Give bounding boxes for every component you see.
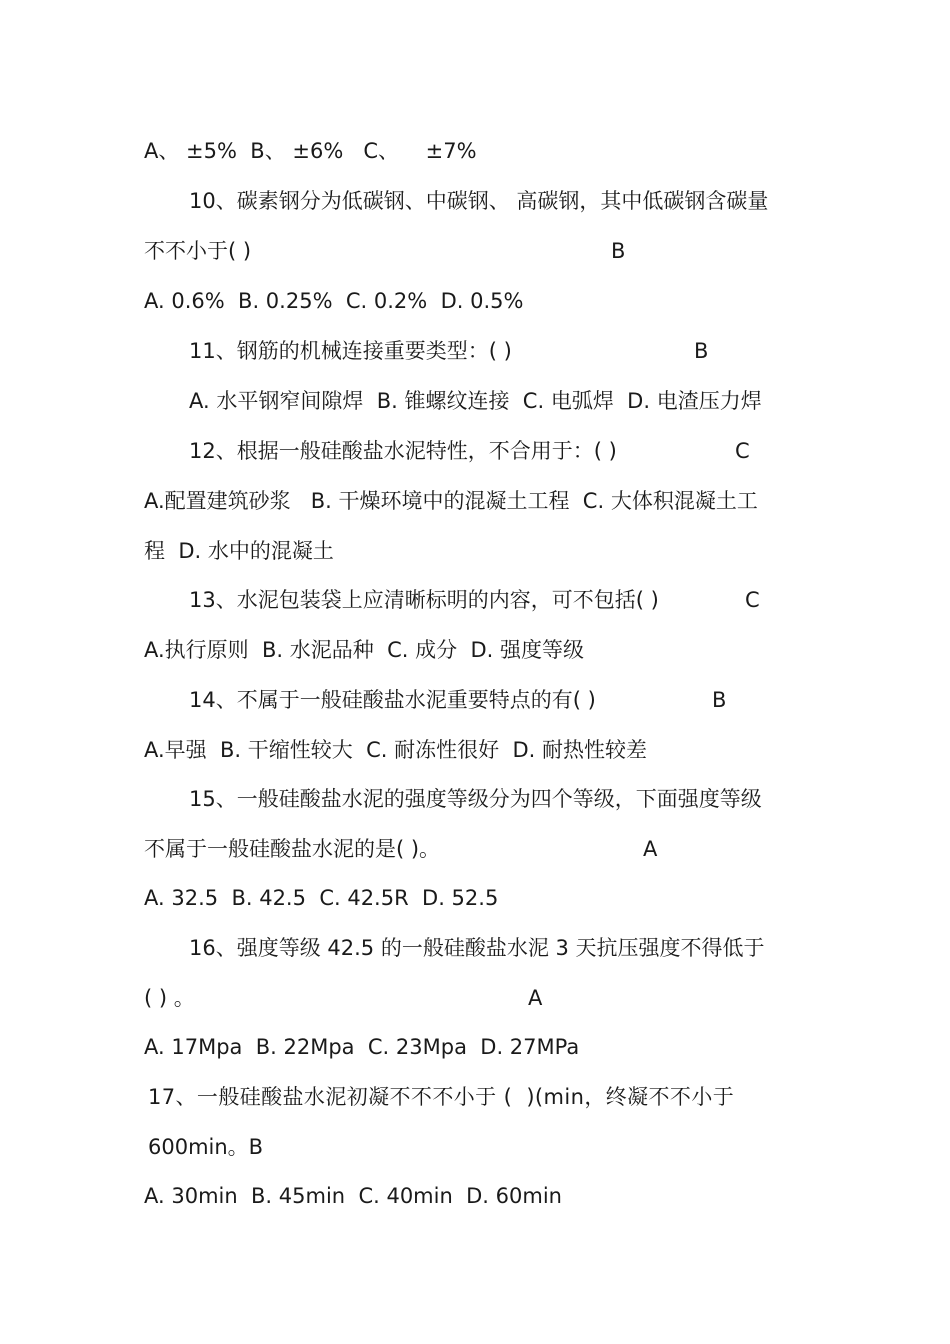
question-14-options: A.早强 B. 干缩性较大 C. 耐冻性很好 D. 耐热性较差 bbox=[144, 738, 648, 762]
question-15-options: A. 32.5 B. 42.5 C. 42.5R D. 52.5 bbox=[144, 886, 499, 910]
question-15-text: 15、一般硅酸盐水泥的强度等级分为四个等级，下面强度等级 bbox=[189, 787, 762, 811]
question-17-options: A. 30min B. 45min C. 40min D. 60min bbox=[144, 1184, 562, 1208]
question-12-options-cont: 程 D. 水中的混凝土 bbox=[144, 539, 334, 563]
question-12-answer: C bbox=[735, 439, 750, 463]
question-13-options: A.执行原则 B. 水泥品种 C. 成分 D. 强度等级 bbox=[144, 638, 585, 662]
question-17-text: 17、一般硅酸盐水泥初凝不不不小于 ( )(min，终凝不不小于 bbox=[148, 1085, 735, 1109]
question-10-text-cont: 不不小于( ) bbox=[144, 239, 252, 263]
question-12-text: 12、根据一般硅酸盐水泥特性，不合用于：( ) bbox=[189, 439, 617, 463]
question-14-text: 14、不属于一般硅酸盐水泥重要特点的有( ) bbox=[189, 688, 596, 712]
question-13-answer: C bbox=[745, 588, 760, 612]
options-line: A、 ±5% B、 ±6% C、 ±7% bbox=[144, 139, 477, 163]
question-10-answer: B bbox=[611, 239, 626, 263]
question-11-options: A. 水平钢窄间隙焊 B. 锥螺纹连接 C. 电弧焊 D. 电渣压力焊 bbox=[189, 389, 762, 413]
question-10-options: A. 0.6% B. 0.25% C. 0.2% D. 0.5% bbox=[144, 289, 524, 313]
question-15-answer: A bbox=[643, 837, 658, 861]
question-12-options: A.配置建筑砂浆 B. 干燥环境中的混凝土工程 C. 大体积混凝土工 bbox=[144, 489, 758, 513]
question-16-text-cont: ( ) 。 bbox=[144, 986, 195, 1010]
question-11-text: 11、钢筋的机械连接重要类型：( ) bbox=[189, 339, 512, 363]
question-17-text-cont: 600min。B bbox=[148, 1135, 264, 1159]
question-10-text: 10、碳素钢分为低碳钢、中碳钢、 高碳钢，其中低碳钢含碳量 bbox=[189, 189, 769, 213]
question-16-answer: A bbox=[528, 986, 543, 1010]
question-14-answer: B bbox=[712, 688, 727, 712]
question-15-text-cont: 不属于一般硅酸盐水泥的是( )。 bbox=[144, 837, 441, 861]
question-13-text: 13、水泥包装袋上应清晰标明的内容，可不包括( ) bbox=[189, 588, 659, 612]
question-11-answer: B bbox=[694, 339, 709, 363]
question-16-text: 16、强度等级 42.5 的一般硅酸盐水泥 3 天抗压强度不得低于 bbox=[189, 936, 765, 960]
question-16-options: A. 17Mpa B. 22Mpa C. 23Mpa D. 27MPa bbox=[144, 1035, 580, 1059]
